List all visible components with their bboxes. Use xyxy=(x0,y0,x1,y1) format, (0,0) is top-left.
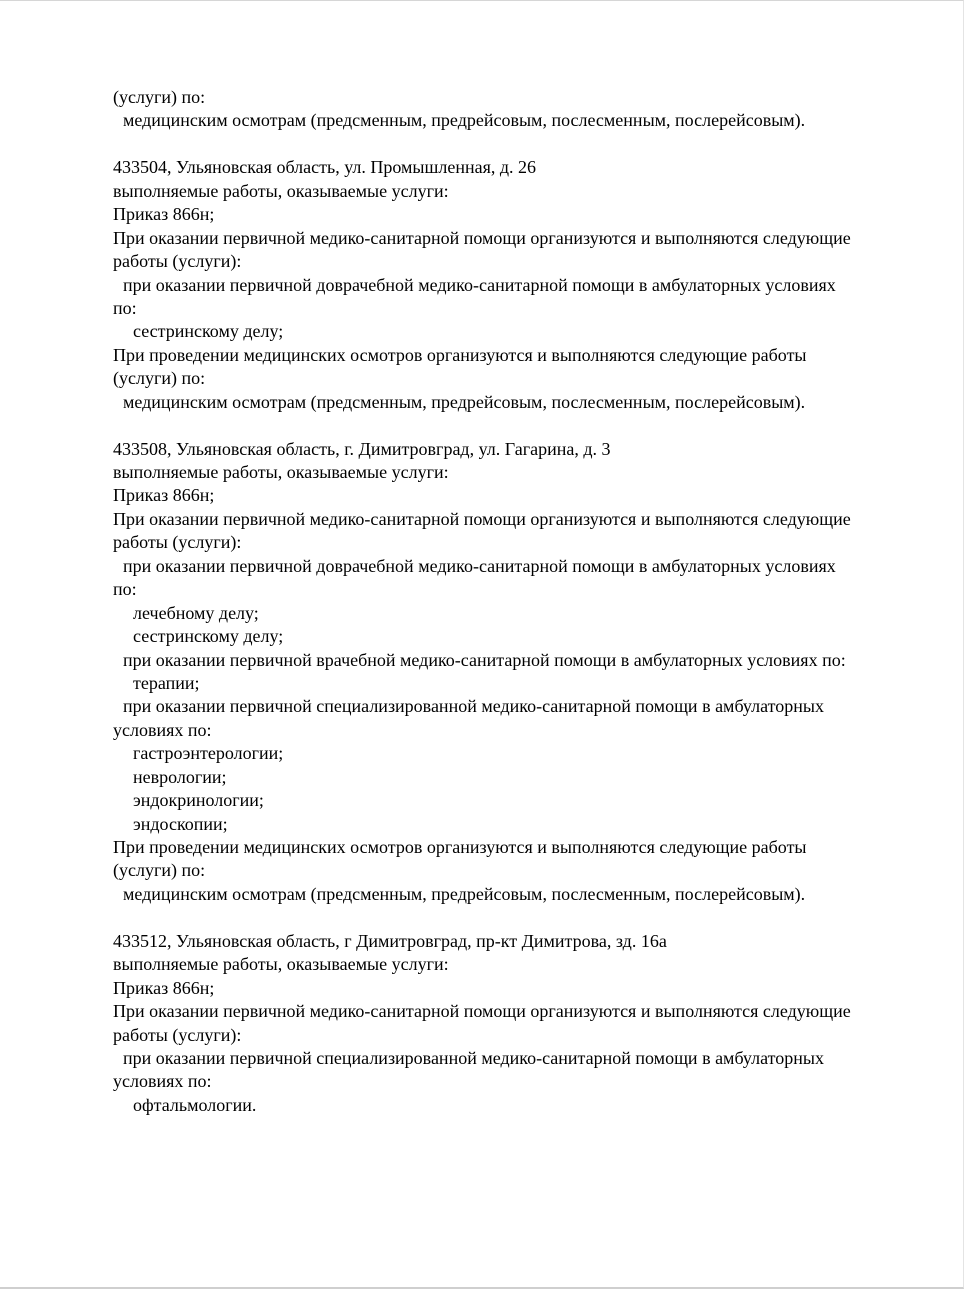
text-line: Приказ 866н; xyxy=(113,977,215,998)
text-line: эндокринологии; xyxy=(133,790,264,811)
document-body xyxy=(113,86,913,1117)
text-line: при оказании первичной доврачебной медико-санитарной помощи в амбулаторных условиях xyxy=(123,555,836,576)
text-line: работы (услуги): xyxy=(113,1024,242,1045)
text-line: терапии; xyxy=(133,672,200,693)
text-line: медицинским осмотрам (предсменным, предрейсовым, послесменным, послерейсовым). xyxy=(123,391,806,412)
text-line: При проведении медицинских осмотров организуются и выполняются следующие работы xyxy=(113,344,807,365)
blank-line xyxy=(113,133,913,156)
text-line: (услуги) по: xyxy=(113,368,206,389)
text-line: выполняемые работы, оказываемые услуги: xyxy=(113,180,449,201)
blank-line xyxy=(113,414,913,437)
text-line: по: xyxy=(113,579,137,600)
text-line: При оказании первичной медико-санитарной помощи организуются и выполняются следующие xyxy=(113,1001,851,1022)
text-line: 433504, Ульяновская область, ул. Промышленная, д. 26 xyxy=(113,157,537,178)
text-line: 433512, Ульяновская область, г Димитровград, пр-кт Димитрова, зд. 16а xyxy=(113,930,667,951)
text-line: при оказании первичной врачебной медико-санитарной помощи в амбулаторных условиях по: xyxy=(123,649,846,670)
text-line: При оказании первичной медико-санитарной помощи организуются и выполняются следующие xyxy=(113,508,851,529)
text-line: 433508, Ульяновская область, г. Димитровград, ул. Гагарина, д. 3 xyxy=(113,438,611,459)
text-line: офтальмологии. xyxy=(133,1094,257,1115)
text-line: работы (услуги): xyxy=(113,532,242,553)
text-line: Приказ 866н; xyxy=(113,485,215,506)
text-line: при оказании первичной специализированной медико-санитарной помощи в амбулаторных xyxy=(123,696,824,717)
text-line: медицинским осмотрам (предсменным, предрейсовым, послесменным, послерейсовым). xyxy=(123,110,806,131)
text-line: (услуги) по: xyxy=(113,87,206,107)
text-line: условиях по: xyxy=(113,719,212,740)
text-line: гастроэнтерологии; xyxy=(133,743,284,764)
text-line: выполняемые работы, оказываемые услуги: xyxy=(113,954,449,975)
text-line: (услуги) по: xyxy=(113,860,206,881)
text-line: при оказании первичной специализированной медико-санитарной помощи в амбулаторных xyxy=(123,1047,824,1068)
text-line: неврологии; xyxy=(133,766,227,787)
text-line: выполняемые работы, оказываемые услуги: xyxy=(113,462,449,482)
text-line: условиях по: xyxy=(113,1071,212,1092)
text-line: при оказании первичной доврачебной медико-санитарной помощи в амбулаторных условиях xyxy=(123,274,836,295)
blank-line xyxy=(113,906,913,929)
text-line: Приказ 866н; xyxy=(113,204,215,225)
text-line: лечебному делу; xyxy=(133,602,259,623)
text-line: При проведении медицинских осмотров организуются и выполняются следующие работы xyxy=(113,837,807,857)
text-line: При оказании первичной медико-санитарной помощи организуются и выполняются следующие xyxy=(113,227,851,248)
text-line: по: xyxy=(113,297,137,318)
text-line: сестринскому делу; xyxy=(133,321,284,342)
text-line: эндоскопии; xyxy=(133,813,228,834)
text-line: медицинским осмотрам (предсменным, предрейсовым, послесменным, послерейсовым). xyxy=(123,883,806,904)
text-line: сестринскому делу; xyxy=(133,626,284,647)
text-line: работы (услуги): xyxy=(113,251,242,272)
